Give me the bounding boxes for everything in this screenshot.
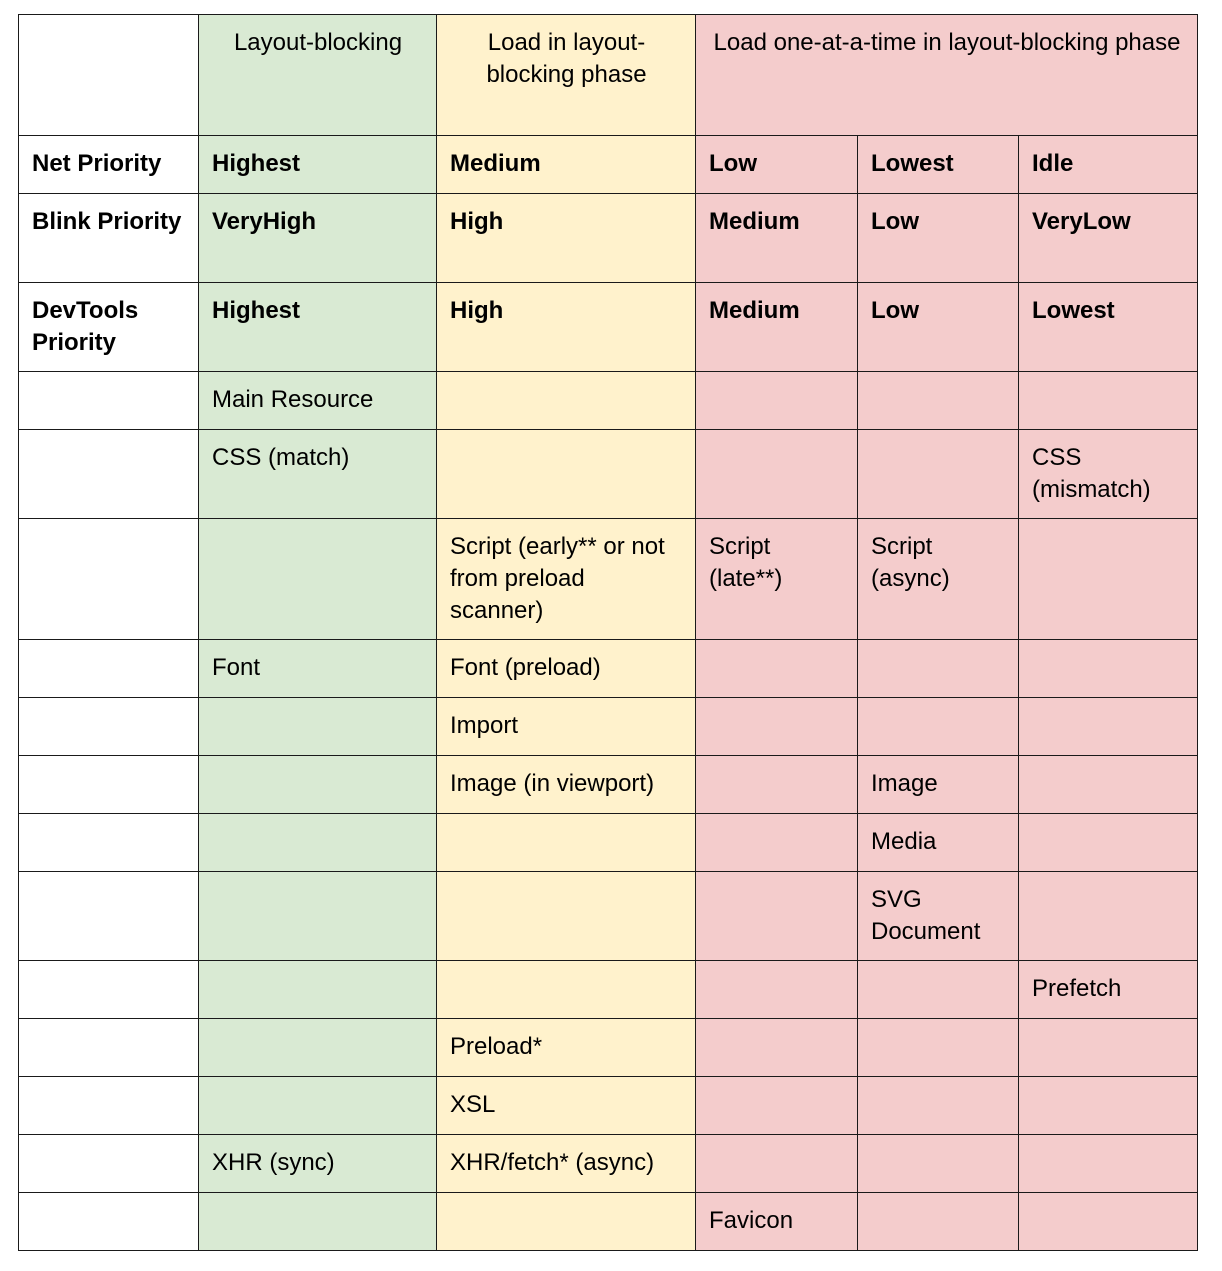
resource-cell: SVG Document <box>858 872 1019 961</box>
resource-row <box>19 1019 1198 1077</box>
resource-cell: Image <box>858 756 1019 814</box>
row-label: Net Priority <box>19 136 199 194</box>
resource-cell: Script (early** or not from preload scanner) <box>437 519 696 640</box>
resource-cell: Font <box>199 640 437 698</box>
resource-cell: Script (async) <box>858 519 1019 640</box>
resource-cell <box>696 756 858 814</box>
resource-cell <box>1019 1193 1198 1251</box>
corner-cell <box>19 15 199 136</box>
resource-cell <box>199 814 437 872</box>
resource-cell <box>696 698 858 756</box>
resource-row <box>19 756 1198 814</box>
resource-cell <box>1019 756 1198 814</box>
resource-row <box>19 961 1198 1019</box>
priority-cell: High <box>437 194 696 283</box>
resource-cell <box>1019 698 1198 756</box>
priority-cell: VeryLow <box>1019 194 1198 283</box>
priority-cell: Lowest <box>858 136 1019 194</box>
priority-cell: VeryHigh <box>199 194 437 283</box>
resource-row <box>19 1135 1198 1193</box>
resource-cell <box>1019 814 1198 872</box>
resource-row <box>19 372 1198 430</box>
resource-cell <box>696 430 858 519</box>
resource-cell <box>437 814 696 872</box>
row-label <box>19 814 199 872</box>
resource-cell <box>696 1019 858 1077</box>
resource-cell <box>1019 640 1198 698</box>
devtools-priority-row <box>19 283 1198 372</box>
resource-cell: Import <box>437 698 696 756</box>
resource-cell <box>437 430 696 519</box>
resource-cell <box>858 640 1019 698</box>
resource-cell <box>696 872 858 961</box>
resource-cell <box>1019 519 1198 640</box>
priority-cell: Low <box>858 283 1019 372</box>
priority-cell: Medium <box>696 283 858 372</box>
priority-cell: Highest <box>199 136 437 194</box>
resource-cell <box>696 640 858 698</box>
row-label <box>19 1193 199 1251</box>
row-label <box>19 430 199 519</box>
resource-cell <box>437 872 696 961</box>
resource-cell: Preload* <box>437 1019 696 1077</box>
resource-cell: Image (in viewport) <box>437 756 696 814</box>
priority-cell: Low <box>858 194 1019 283</box>
resource-cell <box>858 1135 1019 1193</box>
priority-cell: Idle <box>1019 136 1198 194</box>
resource-cell <box>199 698 437 756</box>
row-label: Blink Priority <box>19 194 199 283</box>
row-label <box>19 698 199 756</box>
resource-cell: Main Resource <box>199 372 437 430</box>
resource-row <box>19 698 1198 756</box>
resource-cell <box>199 1019 437 1077</box>
resource-row <box>19 430 1198 519</box>
resource-cell <box>858 1019 1019 1077</box>
resource-row <box>19 814 1198 872</box>
row-label: DevTools Priority <box>19 283 199 372</box>
resource-cell <box>199 1193 437 1251</box>
resource-cell <box>1019 1019 1198 1077</box>
resource-row <box>19 1077 1198 1135</box>
resource-cell <box>437 372 696 430</box>
group-header-row <box>19 15 1198 136</box>
resource-cell <box>858 372 1019 430</box>
resource-cell <box>858 1193 1019 1251</box>
net-priority-row <box>19 136 1198 194</box>
resource-cell <box>437 961 696 1019</box>
resource-cell <box>199 961 437 1019</box>
resource-row <box>19 872 1198 961</box>
row-label <box>19 1135 199 1193</box>
resource-cell: XHR/fetch* (async) <box>437 1135 696 1193</box>
resource-cell <box>199 519 437 640</box>
resource-cell <box>858 1077 1019 1135</box>
group-header-load-in-layout-blocking: Load in layout-blocking phase <box>437 15 696 136</box>
resource-cell <box>199 1077 437 1135</box>
resource-row <box>19 640 1198 698</box>
priority-cell: Medium <box>696 194 858 283</box>
resource-cell: Media <box>858 814 1019 872</box>
resource-cell <box>696 372 858 430</box>
resource-cell: CSS (mismatch) <box>1019 430 1198 519</box>
resource-cell: Favicon <box>696 1193 858 1251</box>
resource-cell <box>696 961 858 1019</box>
priority-cell: Highest <box>199 283 437 372</box>
blink-priority-row <box>19 194 1198 283</box>
resource-cell <box>1019 372 1198 430</box>
resource-cell <box>858 961 1019 1019</box>
row-label <box>19 640 199 698</box>
resource-cell <box>1019 1077 1198 1135</box>
resource-cell: XSL <box>437 1077 696 1135</box>
resource-row <box>19 519 1198 640</box>
resource-cell <box>696 1135 858 1193</box>
priority-cell: Medium <box>437 136 696 194</box>
resource-cell <box>1019 872 1198 961</box>
row-label <box>19 519 199 640</box>
resource-cell <box>437 1193 696 1251</box>
resource-cell: XHR (sync) <box>199 1135 437 1193</box>
resource-cell <box>696 814 858 872</box>
row-label <box>19 961 199 1019</box>
resource-priority-table <box>18 14 1198 1251</box>
resource-row <box>19 1193 1198 1251</box>
priority-cell: Low <box>696 136 858 194</box>
group-header-layout-blocking: Layout-blocking <box>199 15 437 136</box>
group-header-one-at-a-time: Load one-at-a-time in layout-blocking phase <box>696 15 1198 136</box>
priority-table-wrapper <box>18 14 1198 1251</box>
resource-cell <box>858 430 1019 519</box>
resource-cell: Script (late**) <box>696 519 858 640</box>
row-label <box>19 372 199 430</box>
priority-cell: Lowest <box>1019 283 1198 372</box>
priority-cell: High <box>437 283 696 372</box>
row-label <box>19 756 199 814</box>
resource-cell: Font (preload) <box>437 640 696 698</box>
resource-cell <box>858 698 1019 756</box>
resource-cell: Prefetch <box>1019 961 1198 1019</box>
row-label <box>19 1077 199 1135</box>
resource-cell <box>696 1077 858 1135</box>
resource-cell <box>199 756 437 814</box>
resource-cell <box>1019 1135 1198 1193</box>
resource-cell <box>199 872 437 961</box>
resource-cell: CSS (match) <box>199 430 437 519</box>
row-label <box>19 1019 199 1077</box>
row-label <box>19 872 199 961</box>
